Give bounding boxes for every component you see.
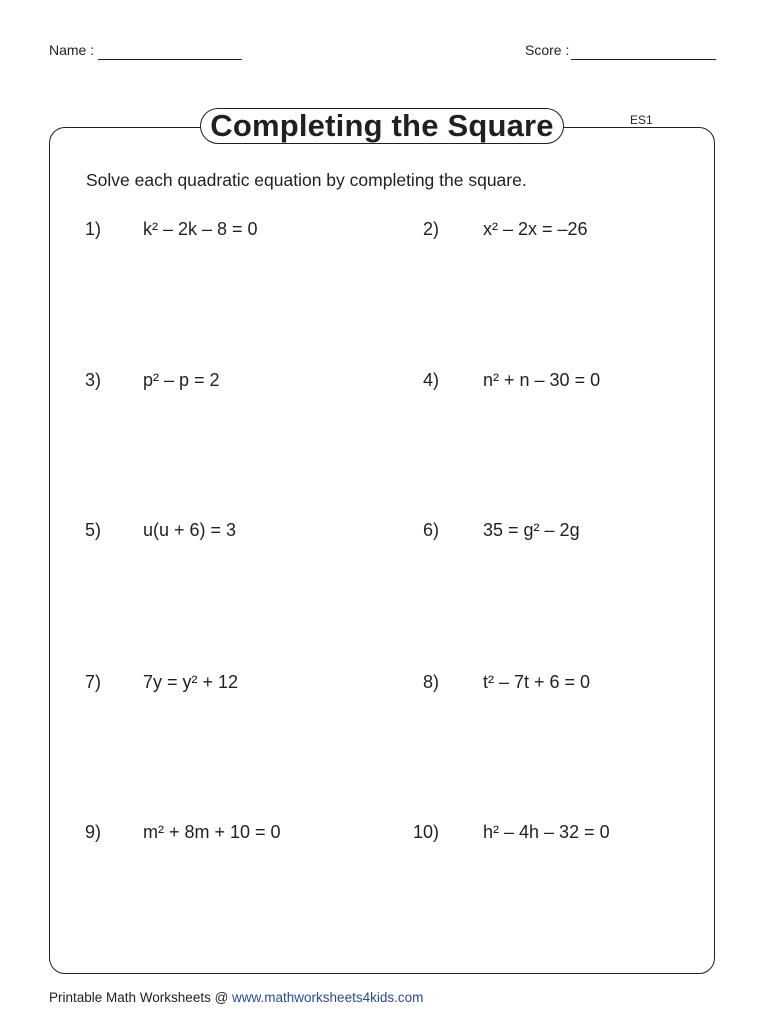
- problem-equation: 35 = g² – 2g: [483, 520, 580, 540]
- problem-number: 2): [422, 219, 439, 239]
- problem-equation: t² – 7t + 6 = 0: [483, 672, 591, 692]
- worksheet-code: ES1: [630, 113, 653, 127]
- problem-number: 3): [84, 370, 101, 390]
- score-field[interactable]: [571, 59, 716, 60]
- instructions: Solve each quadratic equation by completing the square.: [86, 170, 527, 190]
- problem-equation: n² + n – 30 = 0: [483, 370, 601, 390]
- problem-number: 8): [422, 672, 439, 692]
- problem-number: 7): [84, 672, 101, 692]
- problem-equation: h² – 4h – 32 = 0: [483, 822, 610, 842]
- name-field[interactable]: [98, 59, 242, 60]
- footer: [49, 990, 423, 1005]
- problem-number: 9): [84, 822, 101, 842]
- problem-equation: k² – 2k – 8 = 0: [143, 219, 258, 239]
- name-label: Name :: [49, 42, 95, 58]
- page-title: Completing the Square: [200, 108, 564, 144]
- footer-text: Printable Math Worksheets @: [49, 990, 233, 1005]
- problem-number: 5): [84, 520, 101, 540]
- problem-number: 1): [84, 219, 101, 239]
- problem-number: 10): [412, 822, 439, 842]
- score-label: Score :: [525, 42, 570, 58]
- problem-equation: 7y = y² + 12: [143, 672, 239, 692]
- problem-equation: u(u + 6) = 3: [143, 520, 237, 540]
- problem-number: 4): [422, 370, 439, 390]
- problem-number: 6): [422, 520, 439, 540]
- footer-link[interactable]: www.mathworksheets4kids.com: [232, 990, 424, 1005]
- problem-equation: m² + 8m + 10 = 0: [143, 822, 281, 842]
- problem-equation: x² – 2x = –26: [483, 219, 588, 239]
- problem-equation: p² – p = 2: [143, 370, 220, 390]
- worksheet-frame: [49, 127, 715, 974]
